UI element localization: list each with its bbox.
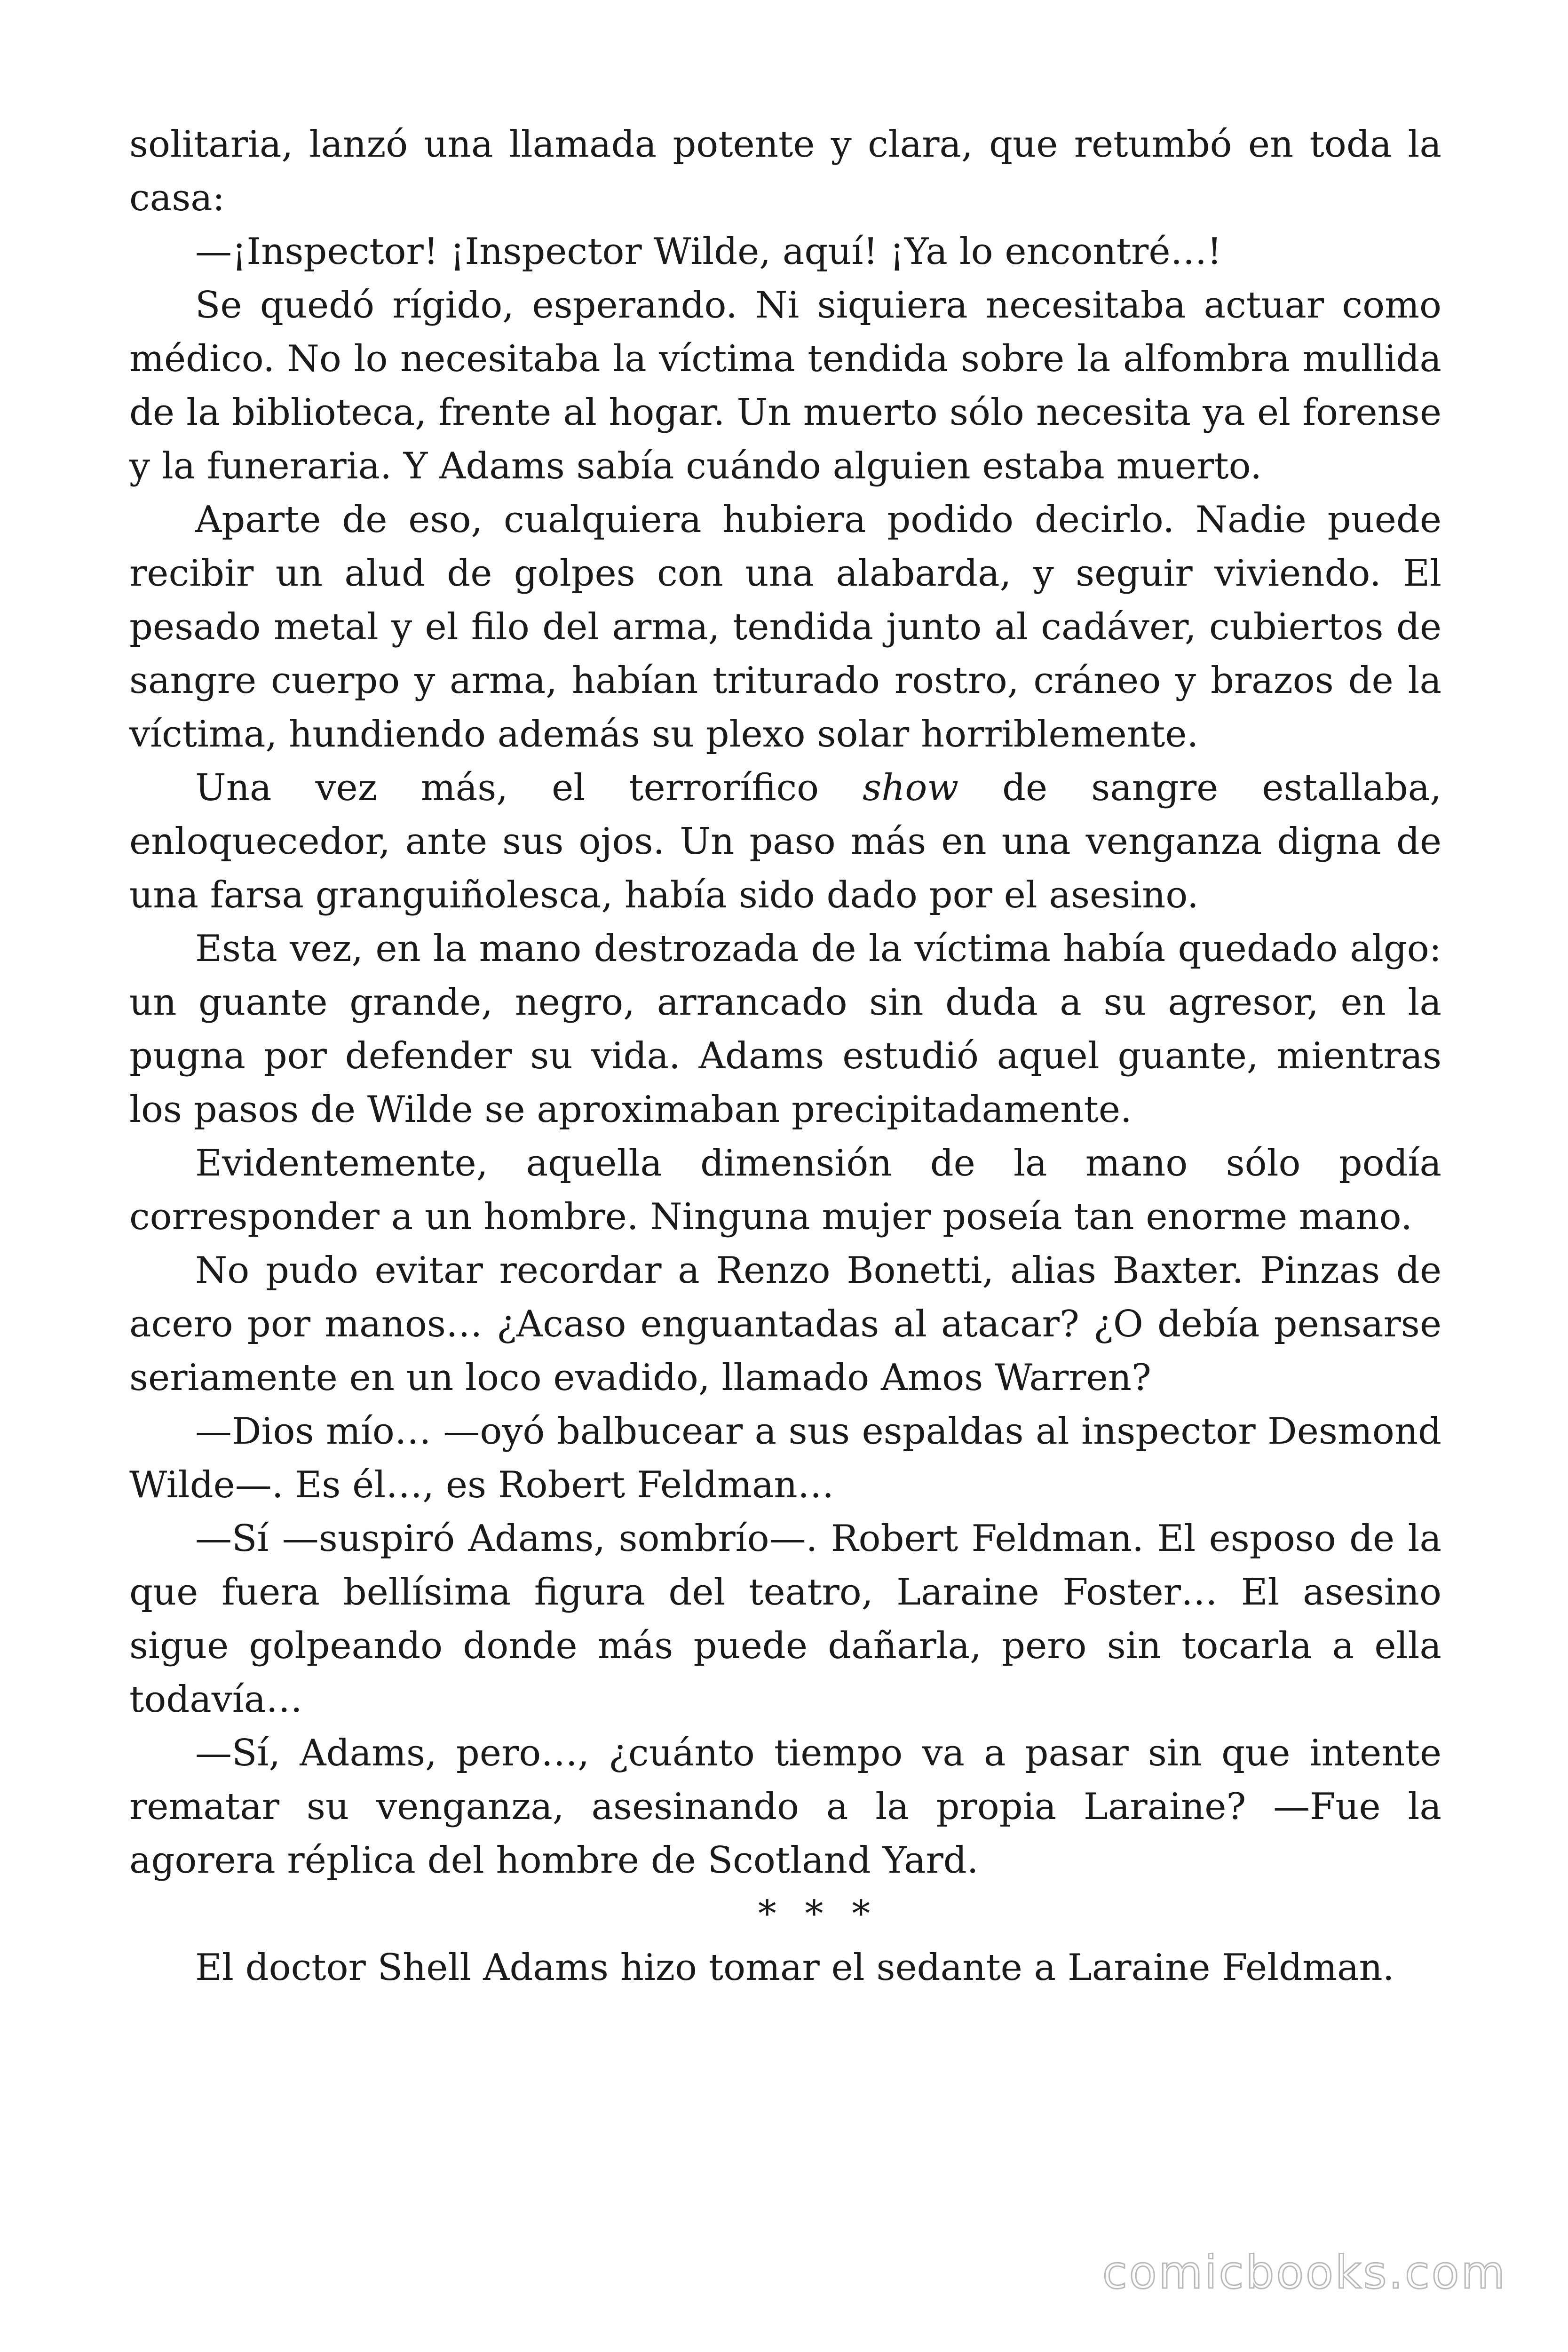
paragraph-5-before: Una vez más, el terrorífico bbox=[195, 767, 863, 809]
body-text bbox=[129, 118, 1441, 1994]
paragraph-3: Se quedó rígido, esperando. Ni siquiera necesitaba actuar como médico. No lo necesitaba la víctima tendida sobre la alfombra mullida de la biblioteca, frente al hogar. Un muerto sólo necesita ya el forense y la funeraria. Y Adams sabía cuándo alguien estaba muerto. bbox=[129, 284, 1441, 487]
paragraph-9: —Dios mío… —oyó balbucear a sus espaldas al inspector Desmond Wilde—. Es él…, es Robert Feldman… bbox=[129, 1410, 1441, 1506]
scene-break: * * * bbox=[758, 1893, 879, 1935]
paragraph-10: —Sí —suspiró Adams, sombrío—. Robert Feldman. El esposo de la que fuera bellísima figura del teatro, Laraine Foster… El asesino sigue golpeando donde más puede dañarla, pero sin tocarla a ella todavía… bbox=[129, 1518, 1441, 1721]
final-paragraph: El doctor Shell Adams hizo tomar el sedante a Laraine Feldman. bbox=[195, 1947, 1394, 1989]
paragraph-8: No pudo evitar recordar a Renzo Bonetti, alias Baxter. Pinzas de acero por manos… ¿Acaso enguantadas al atacar? ¿O debía pensarse seriamente en un loco evadido, llamado Amos Warren? bbox=[129, 1249, 1441, 1399]
paragraph-4: Aparte de eso, cualquiera hubiera podido decirlo. Nadie puede recibir un alud de golpes con una alabarda, y seguir viviendo. El pesado metal y el filo del arma, tendida junto al cadáver, cubiertos de sangre cuerpo y arma, habían triturado rostro, cráneo y brazos de la víctima, hundiendo además su plexo solar horriblemente. bbox=[129, 499, 1441, 755]
paragraph-7: Evidentemente, aquella dimensión de la mano sólo podía corresponder a un hombre. Ninguna mujer poseía tan enorme mano. bbox=[129, 1142, 1441, 1238]
paragraph-1: solitaria, lanzó una llamada potente y clara, que retumbó en toda la casa: bbox=[129, 123, 1441, 219]
paragraph-5 bbox=[129, 761, 1441, 922]
paragraph-2: —¡Inspector! ¡Inspector Wilde, aquí! ¡Ya lo encontré…! bbox=[195, 230, 1222, 273]
paragraph-5-emphasis: show bbox=[863, 767, 959, 809]
watermark: comicbooks.com bbox=[1102, 2246, 1507, 2299]
paragraph-11: —Sí, Adams, pero…, ¿cuánto tiempo va a pasar sin que intente rematar su venganza, asesinando a la propia Laraine? —Fue la agorera réplica del hombre de Scotland Yard. bbox=[129, 1732, 1441, 1882]
paragraph-5-after: de sangre estallaba, enloquecedor, ante sus ojos. Un paso más en una venganza digna de una farsa granguiñolesca, había sido dado por el asesino. bbox=[129, 767, 1441, 916]
paragraph-6: Esta vez, en la mano destrozada de la víctima había quedado algo: un guante grande, negro, arrancado sin duda a su agresor, en la pugna por defender su vida. Adams estudió aquel guante, mientras los pasos de Wilde se aproximaban precipitadamente. bbox=[129, 928, 1441, 1131]
